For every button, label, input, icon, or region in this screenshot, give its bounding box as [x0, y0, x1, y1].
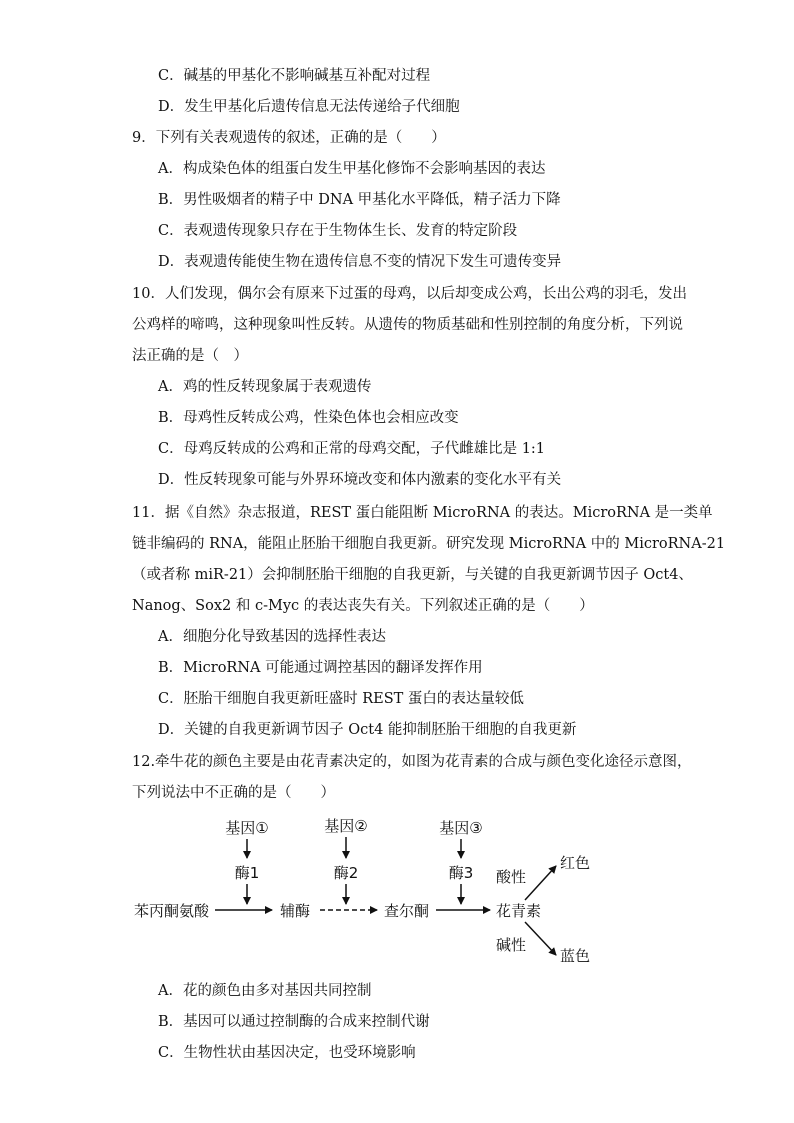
gene-1-label: 基因① — [225, 819, 269, 837]
q9-option-b: B．男性吸烟者的精子中 DNA 甲基化水平降低，精子活力下降 — [158, 192, 561, 208]
q10-option-b: B．母鸡性反转成公鸡，性染色体也会相应改变 — [158, 410, 459, 426]
question-12-stem-line1: 12.牵牛花的颜色主要是由花青素决定的，如图为花青素的合成与颜色变化途径示意图， — [132, 754, 692, 770]
q11-option-b: B．MicroRNA 可能通过调控基因的翻译发挥作用 — [158, 660, 483, 676]
question-10-stem-line1: 10．人们发现，偶尔会有原来下过蛋的母鸡，以后却变成公鸡，长出公鸡的羽毛，发出 — [132, 286, 687, 302]
red-color-label: 红色 — [560, 854, 591, 872]
gene-2-label: 基因② — [324, 817, 368, 835]
q11-option-a: A．细胞分化导致基因的选择性表达 — [158, 629, 386, 645]
q8-option-d: D．发生甲基化后遗传信息无法传递给子代细胞 — [158, 99, 460, 115]
chalcone-label: 查尔酮 — [384, 902, 430, 920]
q12-option-b: B．基因可以通过控制酶的合成来控制代谢 — [158, 1014, 430, 1030]
q12-option-a: A．花的颜色由多对基因共同控制 — [158, 983, 372, 999]
enzyme-3-label: 酶3 — [448, 864, 474, 882]
question-11-stem-line1: 11．据《自然》杂志报道，REST 蛋白能阻断 MicroRNA 的表达。MicroRNA 是一类单 — [132, 505, 713, 521]
acidic-branch-arrow — [525, 866, 556, 900]
enzyme-2-label: 酶2 — [333, 864, 359, 882]
question-11-stem-line4: Nanog、Sox2 和 c-Myc 的表达丧失有关。下列叙述正确的是（ ） — [132, 598, 594, 614]
question-11-stem-line3: （或者称 miR-21）会抑制胚胎干细胞的自我更新，与关键的自我更新调节因子 Oct4、 — [132, 567, 693, 583]
blue-color-label: 蓝色 — [560, 947, 591, 965]
basic-label: 碱性 — [496, 936, 527, 954]
q10-option-a: A．鸡的性反转现象属于表观遗传 — [158, 379, 372, 395]
q10-option-c: C．母鸡反转成的公鸡和正常的母鸡交配，子代雌雄比是 1:1 — [158, 441, 546, 457]
q10-option-d: D．性反转现象可能与外界环境改变和体内激素的变化水平有关 — [158, 472, 562, 488]
q9-option-c: C．表观遗传现象只存在于生物体生长、发育的特定阶段 — [158, 223, 518, 239]
anthocyanin-label: 花青素 — [496, 902, 542, 920]
q9-option-d: D．表观遗传能使生物在遗传信息不变的情况下发生可遗传变异 — [158, 254, 562, 270]
coenzyme-label: 辅酶 — [280, 902, 311, 920]
q8-option-c: C．碱基的甲基化不影响碱基互补配对过程 — [158, 68, 431, 84]
enzyme-1-label: 酶1 — [234, 864, 260, 882]
gene-3-label: 基因③ — [439, 819, 483, 837]
question-11-stem-line2: 链非编码的 RNA，能阻止胚胎干细胞自我更新。研究发现 MicroRNA 中的 MicroRNA-21 — [132, 536, 726, 552]
acidic-label: 酸性 — [496, 868, 527, 886]
q11-option-c: C．胚胎干细胞自我更新旺盛时 REST 蛋白的表达量较低 — [158, 691, 524, 707]
question-10-stem-line3: 法正确的是（ ） — [132, 348, 248, 364]
q12-option-c: C．生物性状由基因决定，也受环境影响 — [158, 1045, 416, 1061]
question-12-stem-line2: 下列说法中不正确的是（ ） — [132, 785, 335, 801]
basic-branch-arrow — [525, 922, 556, 955]
q9-option-a: A．构成染色体的组蛋白发生甲基化修饰不会影响基因的表达 — [158, 161, 546, 177]
question-9-stem: 9．下列有关表观遗传的叙述，正确的是（ ） — [132, 130, 446, 146]
substrate-label: 苯丙酮氨酸 — [134, 902, 210, 920]
anthocyanin-pathway-diagram — [120, 812, 620, 972]
question-10-stem-line2: 公鸡样的啼鸣，这种现象叫性反转。从遗传的物质基础和性别控制的角度分析，下列说 — [132, 317, 683, 333]
q11-option-d: D．关键的自我更新调节因子 Oct4 能抑制胚胎干细胞的自我更新 — [158, 722, 577, 738]
